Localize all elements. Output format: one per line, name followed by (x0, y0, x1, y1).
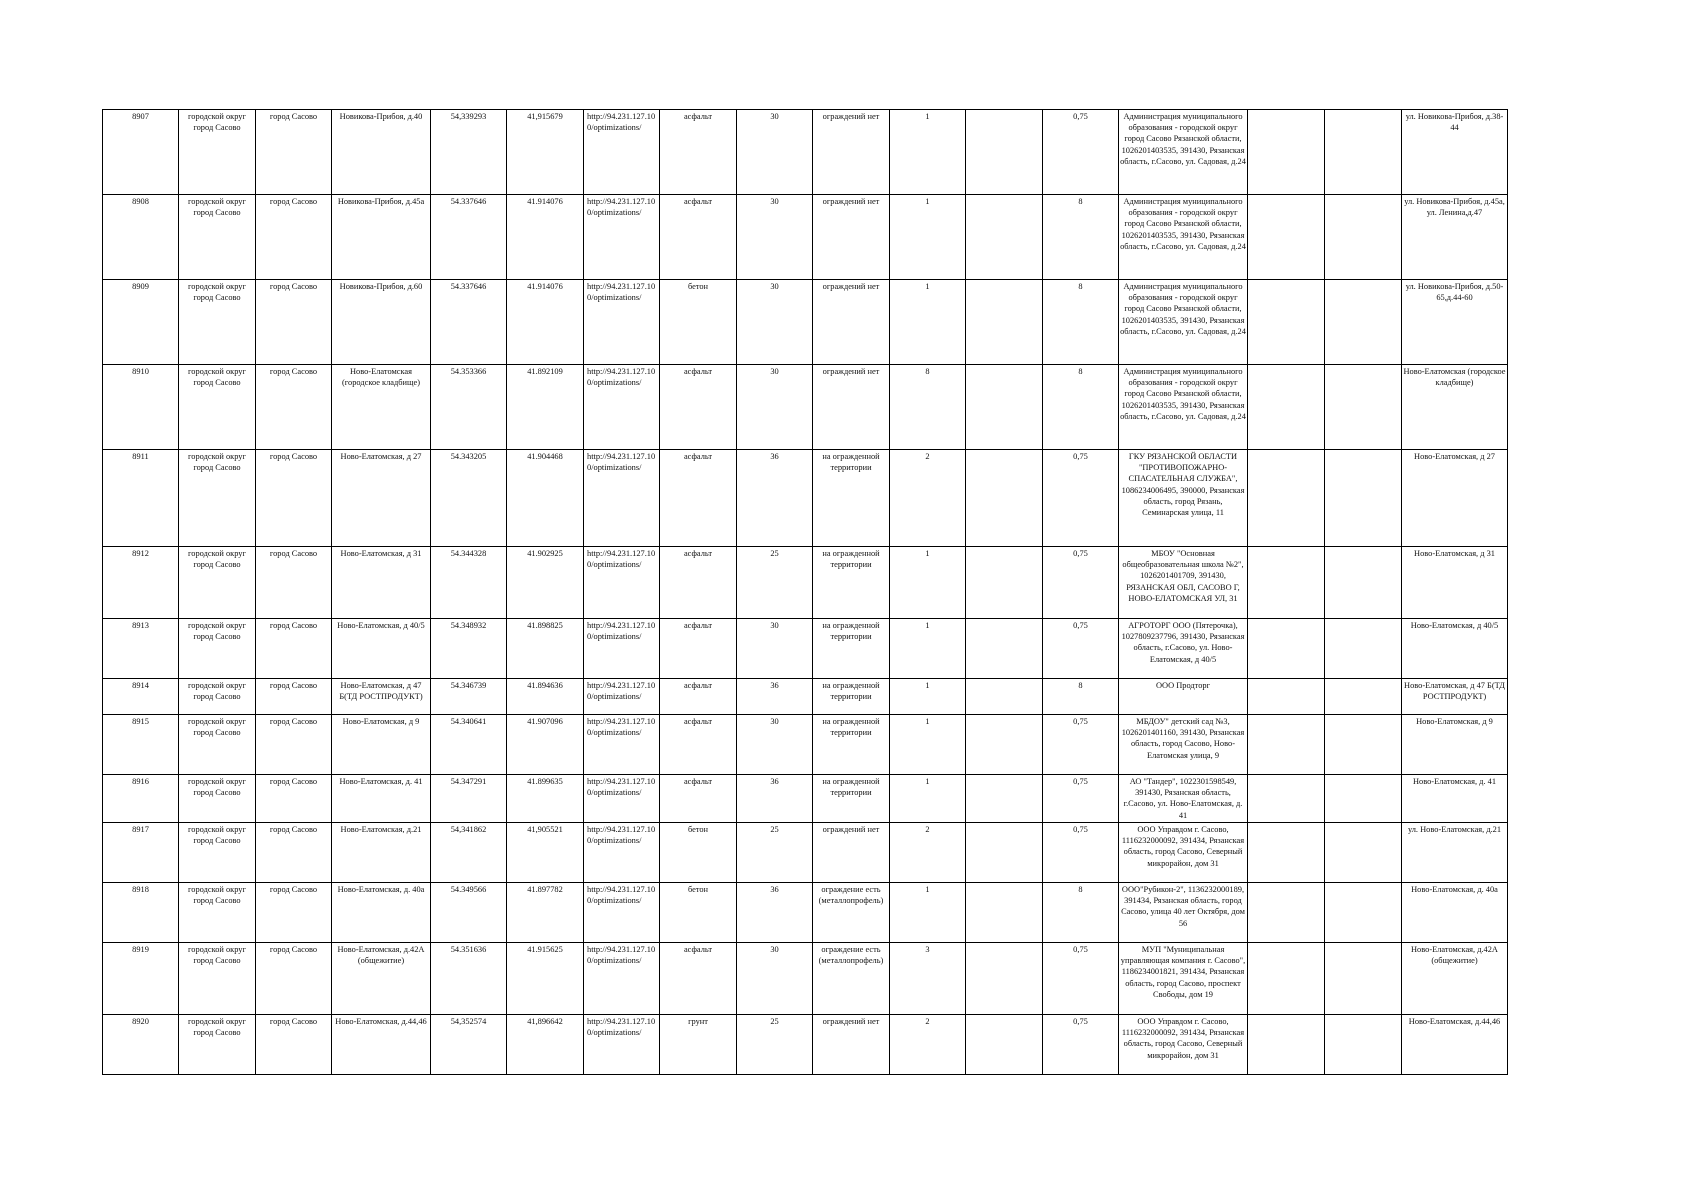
cell-area: 30 (737, 943, 813, 1015)
cell-address: Ново-Елатомская, д. 41 (332, 775, 431, 823)
cell-empty-col (966, 619, 1043, 679)
cell-map-link: http://94.231.127.10 0/optimizations/ (584, 883, 660, 943)
cell-empty-col (1248, 547, 1325, 619)
cell-fencing: на огражденной территории (813, 679, 890, 715)
cell-municipal-district: городской округ город Сасово (179, 195, 256, 280)
cell-empty-col (1325, 1015, 1402, 1075)
cell-latitude: 54.337646 (431, 280, 507, 365)
cell-latitude: 54,339293 (431, 110, 507, 195)
cell-surface-type: асфальт (660, 679, 737, 715)
cell-settlement: город Сасово (256, 715, 332, 775)
cell-area: 36 (737, 450, 813, 547)
cell-settlement: город Сасово (256, 280, 332, 365)
cell-container-volume: 0,75 (1043, 775, 1119, 823)
cell-longitude: 41.907096 (507, 715, 584, 775)
table-row (103, 195, 1508, 280)
cell-container-count: 2 (890, 823, 966, 883)
cell-empty-col (1248, 619, 1325, 679)
cell-container-count: 1 (890, 619, 966, 679)
cell-served-objects: ул. Ново-Елатомская, д.21 (1402, 823, 1508, 883)
cell-fencing: на огражденной территории (813, 450, 890, 547)
registry-table (102, 109, 1508, 1075)
table-row (103, 450, 1508, 547)
cell-municipal-district: городской округ город Сасово (179, 365, 256, 450)
cell-owner: МБДОУ" детский сад №3, 1026201401160, 391430, Рязанская область, город Сасово, Ново-Елатомская улица, 9 (1119, 715, 1248, 775)
cell-municipal-district: городской округ город Сасово (179, 619, 256, 679)
cell-longitude: 41.914076 (507, 195, 584, 280)
table-row (103, 679, 1508, 715)
cell-address: Ново-Елатомская, д. 40а (332, 883, 431, 943)
cell-empty-col (966, 547, 1043, 619)
table-row (103, 110, 1508, 195)
cell-empty-col (1325, 619, 1402, 679)
cell-container-count: 2 (890, 450, 966, 547)
cell-municipal-district: городской округ город Сасово (179, 547, 256, 619)
cell-area: 36 (737, 679, 813, 715)
cell-municipal-district: городской округ город Сасово (179, 280, 256, 365)
cell-settlement: город Сасово (256, 547, 332, 619)
cell-settlement: город Сасово (256, 365, 332, 450)
cell-container-volume: 0,75 (1043, 110, 1119, 195)
cell-municipal-district: городской округ город Сасово (179, 715, 256, 775)
table-row (103, 883, 1508, 943)
cell-latitude: 54.353366 (431, 365, 507, 450)
cell-row-number: 8916 (103, 775, 179, 823)
cell-container-volume: 8 (1043, 280, 1119, 365)
cell-empty-col (1325, 547, 1402, 619)
cell-container-volume: 0,75 (1043, 619, 1119, 679)
cell-surface-type: асфальт (660, 450, 737, 547)
cell-empty-col (1248, 280, 1325, 365)
cell-row-number: 8914 (103, 679, 179, 715)
cell-municipal-district: городской округ город Сасово (179, 823, 256, 883)
cell-surface-type: асфальт (660, 195, 737, 280)
cell-settlement: город Сасово (256, 943, 332, 1015)
cell-latitude: 54.340641 (431, 715, 507, 775)
cell-surface-type: бетон (660, 280, 737, 365)
cell-longitude: 41.899635 (507, 775, 584, 823)
cell-container-count: 1 (890, 547, 966, 619)
cell-row-number: 8911 (103, 450, 179, 547)
cell-settlement: город Сасово (256, 110, 332, 195)
cell-fencing: ограждений нет (813, 823, 890, 883)
cell-empty-col (966, 195, 1043, 280)
cell-settlement: город Сасово (256, 450, 332, 547)
cell-row-number: 8907 (103, 110, 179, 195)
cell-surface-type: бетон (660, 883, 737, 943)
cell-area: 30 (737, 110, 813, 195)
cell-latitude: 54.337646 (431, 195, 507, 280)
cell-owner: Администрация муниципального образования - городской округ город Сасово Рязанской области, 1026201403535, 391430, Рязанская область, г.Сасово, ул. Садовая, д.24 (1119, 365, 1248, 450)
cell-surface-type: грунт (660, 1015, 737, 1075)
cell-empty-col (1248, 195, 1325, 280)
table-row (103, 823, 1508, 883)
cell-surface-type: асфальт (660, 943, 737, 1015)
cell-fencing: ограждение есть (металлопрофель) (813, 883, 890, 943)
cell-area: 30 (737, 715, 813, 775)
table-row (103, 365, 1508, 450)
cell-container-count: 8 (890, 365, 966, 450)
cell-map-link: http://94.231.127.10 0/optimizations/ (584, 450, 660, 547)
cell-map-link: http://94.231.127.10 0/optimizations/ (584, 943, 660, 1015)
cell-area: 30 (737, 619, 813, 679)
cell-empty-col (966, 883, 1043, 943)
cell-municipal-district: городской округ город Сасово (179, 450, 256, 547)
cell-map-link: http://94.231.127.10 0/optimizations/ (584, 1015, 660, 1075)
cell-container-count: 1 (890, 715, 966, 775)
cell-served-objects: ул. Новикова-Прибоя, д.38-44 (1402, 110, 1508, 195)
table-row (103, 715, 1508, 775)
cell-container-volume: 0,75 (1043, 715, 1119, 775)
cell-empty-col (1248, 715, 1325, 775)
cell-empty-col (1248, 823, 1325, 883)
cell-served-objects: Ново-Елатомская, д.42А (общежитие) (1402, 943, 1508, 1015)
cell-owner: Администрация муниципального образования - городской округ город Сасово Рязанской области, 1026201403535, 391430, Рязанская область, г.Сасово, ул. Садовая, д.24 (1119, 280, 1248, 365)
cell-area: 30 (737, 195, 813, 280)
cell-municipal-district: городской округ город Сасово (179, 679, 256, 715)
cell-served-objects: Ново-Елатомская, д 47 Б(ТД РОСТПРОДУКТ) (1402, 679, 1508, 715)
cell-owner: АО "Тандер", 1022301598549, 391430, Рязанская область, г.Сасово, ул. Ново-Елатомская, д. 41 (1119, 775, 1248, 823)
cell-fencing: ограждений нет (813, 365, 890, 450)
cell-empty-col (1325, 450, 1402, 547)
cell-map-link: http://94.231.127.10 0/optimizations/ (584, 547, 660, 619)
cell-empty-col (966, 280, 1043, 365)
cell-row-number: 8915 (103, 715, 179, 775)
cell-empty-col (1248, 679, 1325, 715)
cell-map-link: http://94.231.127.10 0/optimizations/ (584, 715, 660, 775)
cell-latitude: 54.348932 (431, 619, 507, 679)
cell-address: Ново-Елатомская, д.21 (332, 823, 431, 883)
cell-area: 25 (737, 547, 813, 619)
cell-longitude: 41.904468 (507, 450, 584, 547)
cell-area: 25 (737, 823, 813, 883)
cell-served-objects: ул. Новикова-Прибоя, д.50-65,д.44-60 (1402, 280, 1508, 365)
cell-empty-col (966, 943, 1043, 1015)
cell-served-objects: ул. Новикова-Прибоя, д.45а, ул. Ленина,д.47 (1402, 195, 1508, 280)
cell-container-volume: 0,75 (1043, 943, 1119, 1015)
cell-address: Ново-Елатомская, д 31 (332, 547, 431, 619)
cell-empty-col (1325, 110, 1402, 195)
cell-area: 30 (737, 365, 813, 450)
cell-settlement: город Сасово (256, 823, 332, 883)
cell-latitude: 54.347291 (431, 775, 507, 823)
cell-empty-col (1248, 883, 1325, 943)
cell-longitude: 41,896642 (507, 1015, 584, 1075)
cell-fencing: на огражденной территории (813, 715, 890, 775)
cell-empty-col (966, 823, 1043, 883)
cell-container-count: 1 (890, 679, 966, 715)
cell-municipal-district: городской округ город Сасово (179, 110, 256, 195)
cell-fencing: на огражденной территории (813, 775, 890, 823)
cell-surface-type: асфальт (660, 619, 737, 679)
table-row (103, 547, 1508, 619)
cell-empty-col (966, 679, 1043, 715)
cell-owner: МУП "Муниципальная управляющая компания г. Сасово", 1186234001821, 391434, Рязанская область, город Сасово, проспект Свободы, дом 19 (1119, 943, 1248, 1015)
cell-surface-type: асфальт (660, 365, 737, 450)
cell-fencing: ограждение есть (металлопрофель) (813, 943, 890, 1015)
cell-empty-col (1248, 943, 1325, 1015)
cell-fencing: ограждений нет (813, 195, 890, 280)
cell-empty-col (966, 775, 1043, 823)
cell-address: Новикова-Прибоя, д.60 (332, 280, 431, 365)
cell-served-objects: Ново-Елатомская, д.44,46 (1402, 1015, 1508, 1075)
table-row (103, 280, 1508, 365)
table-row (103, 943, 1508, 1015)
cell-address: Ново-Елатомская, д 27 (332, 450, 431, 547)
cell-map-link: http://94.231.127.10 0/optimizations/ (584, 195, 660, 280)
cell-container-volume: 0,75 (1043, 450, 1119, 547)
cell-fencing: ограждений нет (813, 1015, 890, 1075)
cell-fencing: ограждений нет (813, 110, 890, 195)
cell-owner: ГКУ РЯЗАНСКОЙ ОБЛАСТИ "ПРОТИВОПОЖАРНО-СПАСАТЕЛЬНАЯ СЛУЖБА", 1086234006495, 390000, Рязанская область, город Рязань, Семинарская улица, 11 (1119, 450, 1248, 547)
cell-owner: АГРОТОРГ ООО (Пятерочка), 1027809237796, 391430, Рязанская область, г.Сасово, ул. Ново-Елатомская, д 40/5 (1119, 619, 1248, 679)
cell-container-count: 1 (890, 883, 966, 943)
cell-settlement: город Сасово (256, 883, 332, 943)
cell-municipal-district: городской округ город Сасово (179, 883, 256, 943)
cell-empty-col (1325, 195, 1402, 280)
cell-municipal-district: городской округ город Сасово (179, 775, 256, 823)
cell-longitude: 41.897782 (507, 883, 584, 943)
cell-settlement: город Сасово (256, 619, 332, 679)
cell-map-link: http://94.231.127.10 0/optimizations/ (584, 280, 660, 365)
cell-container-volume: 0,75 (1043, 823, 1119, 883)
cell-address: Новикова-Прибоя, д.45а (332, 195, 431, 280)
cell-longitude: 41,915679 (507, 110, 584, 195)
cell-owner: ООО Управдом г. Сасово, 1116232000092, 391434, Рязанская область, город Сасово, Северный микрорайон, дом 31 (1119, 823, 1248, 883)
cell-container-volume: 0,75 (1043, 1015, 1119, 1075)
cell-longitude: 41.915625 (507, 943, 584, 1015)
cell-row-number: 8912 (103, 547, 179, 619)
cell-empty-col (1325, 883, 1402, 943)
cell-area: 25 (737, 1015, 813, 1075)
cell-served-objects: Ново-Елатомская, д 27 (1402, 450, 1508, 547)
cell-surface-type: бетон (660, 823, 737, 883)
cell-area: 36 (737, 775, 813, 823)
cell-container-volume: 8 (1043, 679, 1119, 715)
table-row (103, 619, 1508, 679)
cell-surface-type: асфальт (660, 715, 737, 775)
table-row (103, 775, 1508, 823)
cell-container-count: 3 (890, 943, 966, 1015)
cell-longitude: 41.894636 (507, 679, 584, 715)
cell-settlement: город Сасово (256, 775, 332, 823)
cell-address: Ново-Елатомская, д 47 Б(ТД РОСТПРОДУКТ) (332, 679, 431, 715)
cell-row-number: 8919 (103, 943, 179, 1015)
cell-empty-col (1325, 823, 1402, 883)
cell-address: Ново-Елатомская, д.42А (общежитие) (332, 943, 431, 1015)
table-row (103, 1015, 1508, 1075)
cell-longitude: 41,905521 (507, 823, 584, 883)
cell-map-link: http://94.231.127.10 0/optimizations/ (584, 679, 660, 715)
cell-latitude: 54.351636 (431, 943, 507, 1015)
cell-empty-col (966, 365, 1043, 450)
cell-empty-col (966, 715, 1043, 775)
cell-row-number: 8908 (103, 195, 179, 280)
cell-container-count: 1 (890, 110, 966, 195)
cell-empty-col (1325, 280, 1402, 365)
cell-municipal-district: городской округ город Сасово (179, 1015, 256, 1075)
cell-container-volume: 0,75 (1043, 547, 1119, 619)
cell-fencing: ограждений нет (813, 280, 890, 365)
cell-served-objects: Ново-Елатомская, д 31 (1402, 547, 1508, 619)
cell-map-link: http://94.231.127.10 0/optimizations/ (584, 619, 660, 679)
cell-longitude: 41.892109 (507, 365, 584, 450)
cell-surface-type: асфальт (660, 110, 737, 195)
cell-owner: ООО Продторг (1119, 679, 1248, 715)
cell-served-objects: Ново-Елатомская, д 40/5 (1402, 619, 1508, 679)
cell-owner: МБОУ "Основная общеобразовательная школа №2", 1026201401709, 391430, РЯЗАНСКАЯ ОБЛ, САСОВО Г, НОВО-ЕЛАТОМСКАЯ УЛ, 31 (1119, 547, 1248, 619)
cell-map-link: http://94.231.127.10 0/optimizations/ (584, 775, 660, 823)
cell-empty-col (1248, 775, 1325, 823)
cell-map-link: http://94.231.127.10 0/optimizations/ (584, 110, 660, 195)
cell-fencing: на огражденной территории (813, 619, 890, 679)
cell-container-count: 1 (890, 775, 966, 823)
cell-row-number: 8913 (103, 619, 179, 679)
cell-container-volume: 8 (1043, 883, 1119, 943)
cell-address: Ново-Елатомская (городское кладбище) (332, 365, 431, 450)
cell-latitude: 54.344328 (431, 547, 507, 619)
cell-row-number: 8910 (103, 365, 179, 450)
cell-empty-col (1325, 715, 1402, 775)
cell-served-objects: Ново-Елатомская, д 9 (1402, 715, 1508, 775)
cell-empty-col (966, 450, 1043, 547)
cell-address: Ново-Елатомская, д 9 (332, 715, 431, 775)
cell-empty-col (1325, 775, 1402, 823)
cell-container-volume: 8 (1043, 365, 1119, 450)
cell-map-link: http://94.231.127.10 0/optimizations/ (584, 823, 660, 883)
cell-latitude: 54.343205 (431, 450, 507, 547)
cell-owner: ООО"Рубикон-2", 1136232000189, 391434, Рязанская область, город Сасово, улица 40 лет Октября, дом 56 (1119, 883, 1248, 943)
cell-area: 30 (737, 280, 813, 365)
cell-owner: Администрация муниципального образования - городской округ город Сасово Рязанской области, 1026201403535, 391430, Рязанская область, г.Сасово, ул. Садовая, д.24 (1119, 195, 1248, 280)
cell-served-objects: Ново-Елатомская, д. 40а (1402, 883, 1508, 943)
cell-map-link: http://94.231.127.10 0/optimizations/ (584, 365, 660, 450)
cell-surface-type: асфальт (660, 547, 737, 619)
cell-longitude: 41.898825 (507, 619, 584, 679)
cell-empty-col (1248, 1015, 1325, 1075)
cell-container-count: 2 (890, 1015, 966, 1075)
cell-empty-col (1325, 679, 1402, 715)
cell-latitude: 54.349566 (431, 883, 507, 943)
cell-area: 36 (737, 883, 813, 943)
cell-address: Ново-Елатомская, д.44,46 (332, 1015, 431, 1075)
cell-fencing: на огражденной территории (813, 547, 890, 619)
cell-empty-col (966, 110, 1043, 195)
cell-settlement: город Сасово (256, 195, 332, 280)
cell-empty-col (1325, 943, 1402, 1015)
cell-served-objects: Ново-Елатомская (городское кладбище) (1402, 365, 1508, 450)
cell-empty-col (1248, 110, 1325, 195)
cell-address: Ново-Елатомская, д 40/5 (332, 619, 431, 679)
cell-settlement: город Сасово (256, 1015, 332, 1075)
cell-longitude: 41.914076 (507, 280, 584, 365)
cell-empty-col (1248, 450, 1325, 547)
table-body (103, 110, 1508, 1075)
cell-owner: ООО Управдом г. Сасово, 1116232000092, 391434, Рязанская область, город Сасово, Северный микрорайон, дом 31 (1119, 1015, 1248, 1075)
cell-row-number: 8917 (103, 823, 179, 883)
cell-longitude: 41.902925 (507, 547, 584, 619)
cell-empty-col (966, 1015, 1043, 1075)
cell-container-count: 1 (890, 280, 966, 365)
cell-row-number: 8909 (103, 280, 179, 365)
cell-row-number: 8918 (103, 883, 179, 943)
cell-settlement: город Сасово (256, 679, 332, 715)
cell-served-objects: Ново-Елатомская, д. 41 (1402, 775, 1508, 823)
cell-container-count: 1 (890, 195, 966, 280)
cell-address: Новикова-Прибоя, д.40 (332, 110, 431, 195)
cell-latitude: 54.346739 (431, 679, 507, 715)
cell-owner: Администрация муниципального образования - городской округ город Сасово Рязанской области, 1026201403535, 391430, Рязанская область, г.Сасово, ул. Садовая, д.24 (1119, 110, 1248, 195)
cell-surface-type: асфальт (660, 775, 737, 823)
cell-empty-col (1248, 365, 1325, 450)
cell-municipal-district: городской округ город Сасово (179, 943, 256, 1015)
cell-latitude: 54,352574 (431, 1015, 507, 1075)
cell-row-number: 8920 (103, 1015, 179, 1075)
cell-empty-col (1325, 365, 1402, 450)
cell-latitude: 54,341862 (431, 823, 507, 883)
cell-container-volume: 8 (1043, 195, 1119, 280)
